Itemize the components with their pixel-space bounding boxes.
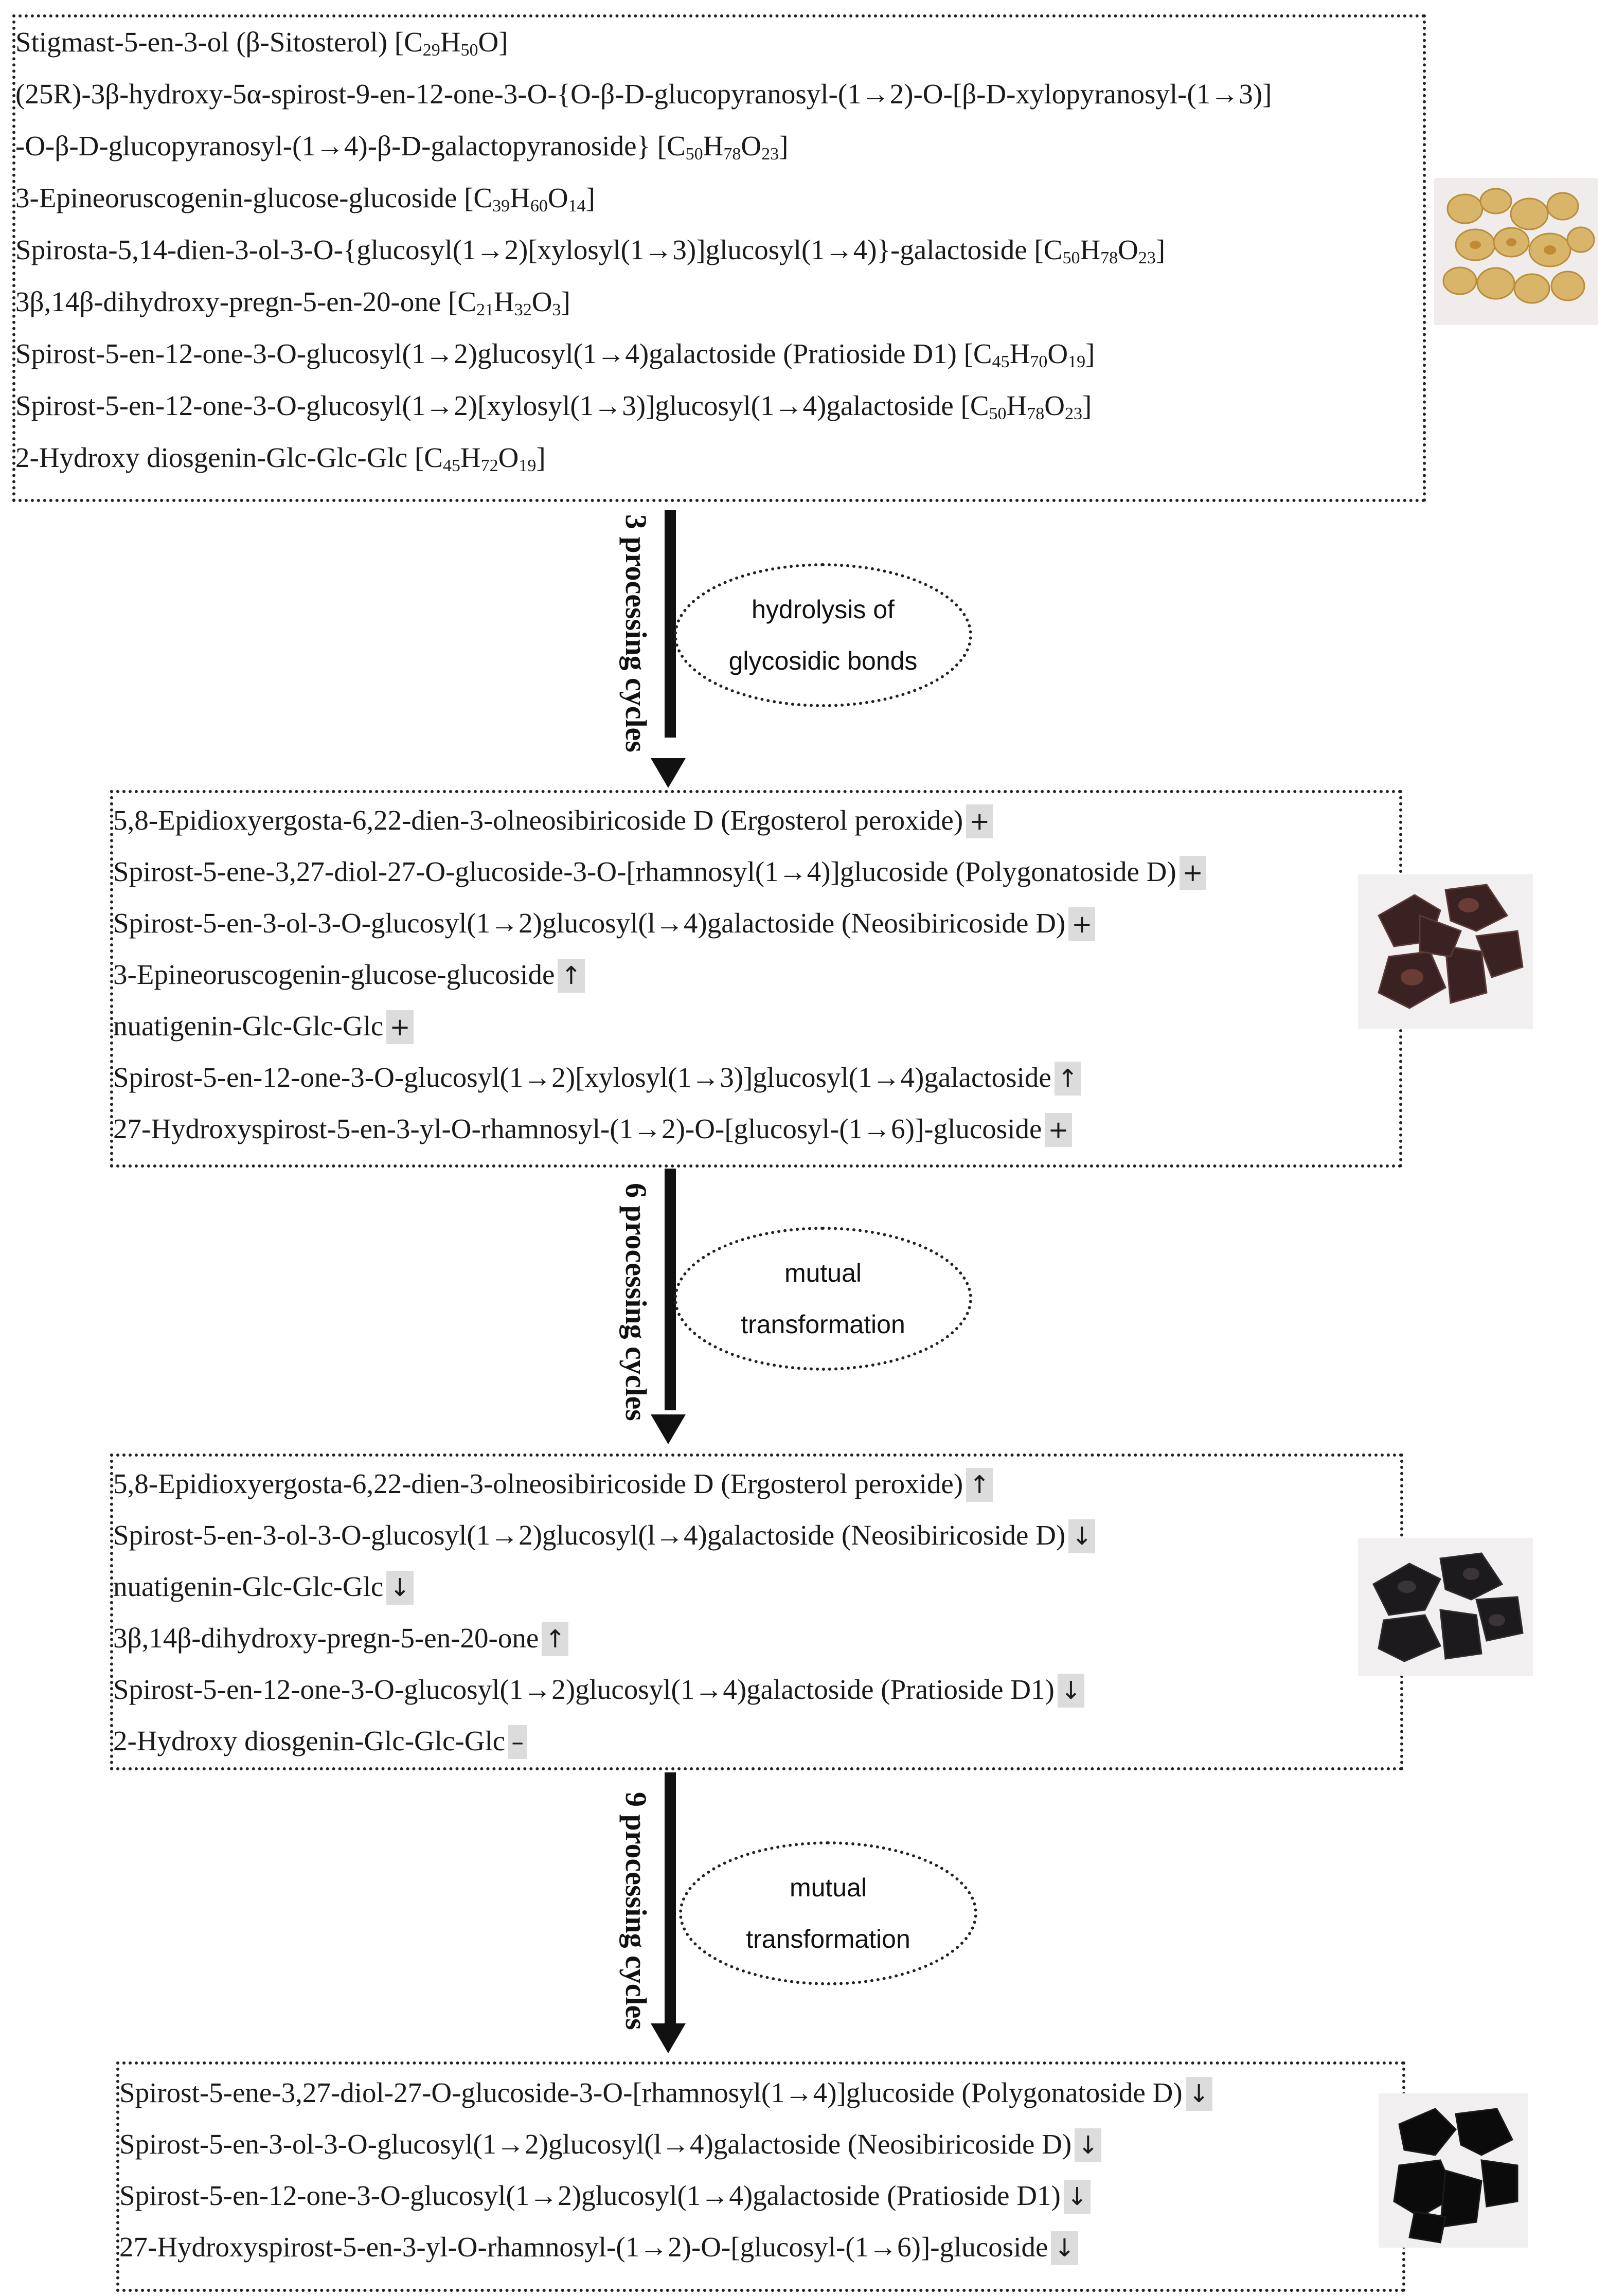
- compound-name: Spirost-5-en-3-ol-3-O-glucosyl(1→2)glucosyl(l→4)galactoside (Neosibiricoside D): [119, 2128, 1072, 2160]
- change-indicator: +: [1068, 907, 1095, 941]
- compound-name: 27-Hydroxyspirost-5-en-3-yl-O-rhamnosyl-(1→2)-O-[glucosyl-(1→6)]-glucoside: [113, 1113, 1042, 1144]
- change-indicator: ↑: [1055, 1062, 1081, 1096]
- box1-compound-line: Spirost-5-en-12-one-3-O-glucosyl(1→2)[xylosyl(1→3)]glucosyl(1→4)galactoside $[C_{50}H_{78}O_{23}]$: [15, 390, 1092, 423]
- box2-compound-line: [113, 1010, 414, 1044]
- change-indicator: ↓: [1075, 2128, 1101, 2162]
- box1-compound-line: Spirosta-5,14-dien-3-ol-3-O-{glucosyl(1→2)[xylosyl(1→3)]glucosyl(1→4)}-galactoside $[C_{50}H_{78}O_{23}]$: [15, 234, 1166, 267]
- compound-name: Spirost-5-ene-3,27-diol-27-O-glucoside-3-O-[rhamnosyl(1→4)]glucoside (Polygonatoside D): [113, 856, 1176, 887]
- box3-compound-line: [113, 1519, 1095, 1553]
- change-indicator: +: [966, 804, 993, 838]
- box3-compound-line: [113, 1468, 993, 1502]
- box2-compound-line: [113, 959, 585, 993]
- arrow-head-3: [651, 2023, 686, 2053]
- change-indicator: ↑: [542, 1622, 568, 1656]
- cycle-6-slices-photo: [1358, 1538, 1533, 1676]
- ellipse-label-line-2: glycosidic bonds: [728, 647, 918, 675]
- box1-compound-line: Spirost-5-en-12-one-3-O-glucosyl(1→2)glucosyl(1→4)galactoside (Pratioside D1) $[C_{45}H_{70}O_{19}]$: [15, 338, 1095, 371]
- box1-compound-line: 3β,14β-dihydroxy-pregn-5-en-20-one $[C_{21}H_{32}O_3]$: [15, 286, 570, 319]
- cycle-3-slices-photo: [1358, 874, 1533, 1029]
- compound-name: Spirost-5-en-12-one-3-O-glucosyl(1→2)glucosyl(1→4)galactoside (Pratioside D1): [113, 1674, 1055, 1705]
- compound-name: nuatigenin-Glc-Glc-Glc: [113, 1010, 384, 1042]
- change-indicator: ↑: [966, 1468, 993, 1502]
- ellipse-label-line-2: transformation: [746, 1925, 910, 1953]
- box3-compound-line: [113, 1674, 1084, 1708]
- ellipse-label-line-2: transformation: [741, 1310, 905, 1339]
- change-indicator: +: [1045, 1113, 1071, 1147]
- box1-compound-line: Stigmast-5-en-3-ol (β-Sitosterol) $[C_{29}H_{50}O]$: [15, 26, 508, 60]
- mutual-transformation-ellipse-1: [674, 1227, 972, 1371]
- change-indicator: ↓: [1058, 1674, 1084, 1708]
- compound-name: 3β,14β-dihydroxy-pregn-5-en-20-one: [113, 1622, 539, 1654]
- compound-name: Spirost-5-ene-3,27-diol-27-O-glucoside-3-O-[rhamnosyl(1→4)]glucoside (Polygonatoside D): [119, 2077, 1183, 2108]
- box3-compound-line: [113, 1622, 568, 1656]
- arrow-shaft-3: [665, 1772, 676, 2025]
- ellipse-label-line-1: hydrolysis of: [752, 595, 895, 624]
- ellipse-label-line-1: mutual: [784, 1259, 862, 1287]
- processing-cycles-3: 3 processing cycles: [619, 514, 653, 752]
- box2-compound-line: [113, 1062, 1081, 1096]
- box4-compound-line: [119, 2231, 1078, 2265]
- cycle-3-compounds-box: [110, 790, 1402, 1168]
- compound-name: 3-Epineoruscogenin-glucose-glucoside: [113, 959, 555, 990]
- compound-name: Spirost-5-en-12-one-3-O-glucosyl(1→2)glucosyl(1→4)galactoside (Pratioside D1): [119, 2180, 1061, 2211]
- compound-name: Spirost-5-en-3-ol-3-O-glucosyl(1→2)glucosyl(l→4)galactoside (Neosibiricoside D): [113, 1519, 1066, 1551]
- cycle-9-slices-photo: [1379, 2093, 1528, 2248]
- change-indicator: +: [1180, 856, 1206, 890]
- arrow-head-1: [651, 758, 686, 788]
- box4-compound-line: [119, 2180, 1091, 2214]
- change-indicator: +: [386, 1010, 413, 1044]
- compound-name: 5,8-Epidioxyergosta-6,22-dien-3-olneosibiricoside D (Ergosterol peroxide): [113, 1468, 963, 1499]
- arrow-shaft-2: [665, 1169, 676, 1410]
- change-indicator: ↓: [1068, 1519, 1095, 1553]
- box2-compound-line: [113, 856, 1206, 890]
- cycle-6-compounds-box: [110, 1454, 1403, 1770]
- arrow-shaft-1: [665, 510, 676, 738]
- box2-compound-line: [113, 907, 1095, 941]
- change-indicator: ↑: [558, 959, 584, 993]
- box1-compound-line: 3-Epineoruscogenin-glucose-glucoside $[C_{39}H_{60}O_{14}]$: [15, 182, 595, 216]
- ellipse-label-line-1: mutual: [789, 1873, 867, 1902]
- box1-compound-line: 2-Hydroxy diosgenin-Glc-Glc-Glc $[C_{45}H_{72}O_{19}]$: [15, 442, 546, 475]
- box1-compound-line: -O-β-D-glucopyranosyl-(1→4)-β-D-galactopyranoside} $[C_{50}H_{78}O_{23}]$: [15, 130, 789, 164]
- box3-compound-line: [113, 1725, 527, 1759]
- change-indicator: ↓: [1051, 2231, 1078, 2265]
- raw-slices-photo: [1434, 178, 1598, 325]
- hydrolysis-ellipse: [674, 563, 972, 707]
- box2-compound-line: [113, 804, 993, 838]
- cycle-9-compounds-box: [116, 2061, 1405, 2292]
- mutual-transformation-ellipse-2: [679, 1841, 977, 1985]
- arrow-head-2: [651, 1414, 686, 1444]
- change-indicator: ↓: [1064, 2180, 1091, 2214]
- box1-compound-line: (25R)-3β-hydroxy-5α-spirost-9-en-12-one-3-O-{O-β-D-glucopyranosyl-(1→2)-O-[β-D-xylopyranosyl-(1→3)]: [15, 78, 1272, 110]
- compound-name: nuatigenin-Glc-Glc-Glc: [113, 1571, 384, 1602]
- change-indicator: –: [508, 1725, 527, 1759]
- compound-name: 5,8-Epidioxyergosta-6,22-dien-3-olneosibiricoside D (Ergosterol peroxide): [113, 804, 963, 836]
- processing-cycles-9: 9 processing cycles: [619, 1792, 653, 2030]
- compound-name: Spirost-5-en-12-one-3-O-glucosyl(1→2)[xylosyl(1→3)]glucosyl(1→4)galactoside: [113, 1062, 1051, 1093]
- change-indicator: ↓: [1186, 2077, 1212, 2111]
- box3-compound-line: [113, 1571, 414, 1605]
- compound-name: Spirost-5-en-3-ol-3-O-glucosyl(1→2)glucosyl(l→4)galactoside (Neosibiricoside D): [113, 907, 1066, 939]
- box4-compound-line: [119, 2077, 1212, 2111]
- processing-cycles-6: 6 processing cycles: [619, 1183, 653, 1421]
- box4-compound-line: [119, 2128, 1101, 2162]
- change-indicator: ↓: [386, 1571, 413, 1605]
- raw-compounds-box: [12, 14, 1426, 502]
- compound-name: 2-Hydroxy diosgenin-Glc-Glc-Glc: [113, 1725, 506, 1756]
- box2-compound-line: [113, 1113, 1072, 1147]
- compound-name: 27-Hydroxyspirost-5-en-3-yl-O-rhamnosyl-(1→2)-O-[glucosyl-(1→6)]-glucoside: [119, 2231, 1048, 2263]
